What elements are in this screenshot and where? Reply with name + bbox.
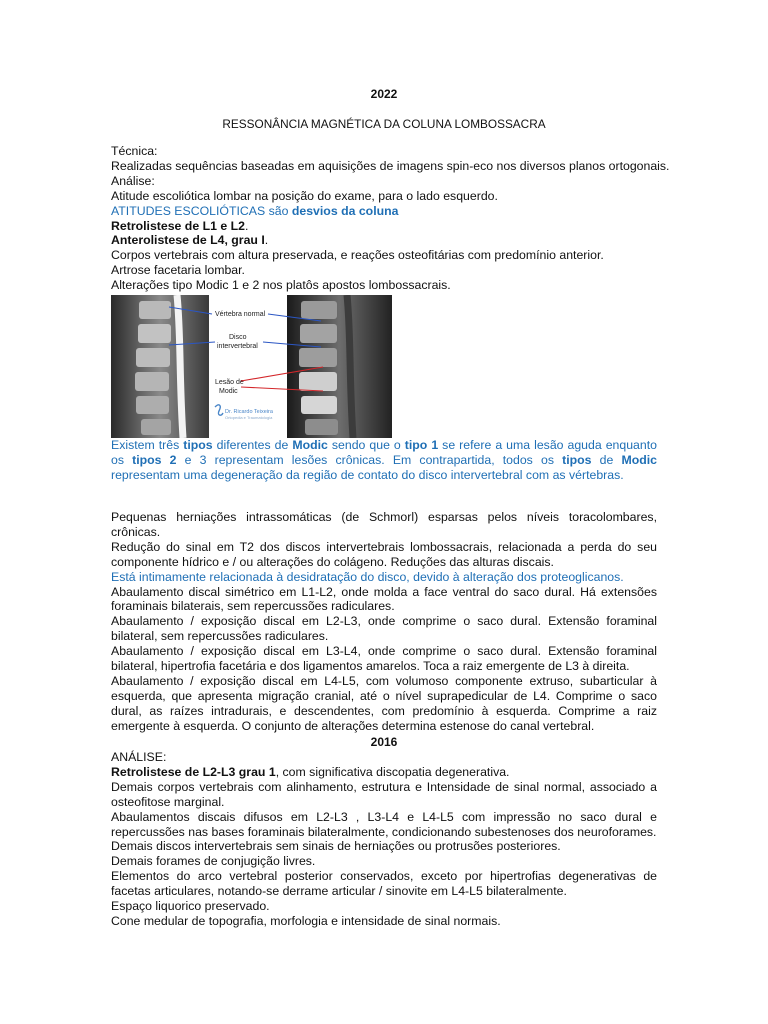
- year-heading-2022: 2022: [370, 87, 398, 101]
- modic-text-12: Modic: [621, 453, 657, 468]
- finding-l4l5: Abaulamento / exposição discal em L4-L5, com volumoso componente extruso, subarticular à esquerda, que apresenta migração cranial, até o nível suprapedicular de L4. Comprime o saco dural, as raízes intradurais, e descendentes, com predomínio à esquerda. Comprime a raiz emergente à esquerda. O conjunto de alterações determina estenose do canal vertebral.: [111, 673, 657, 733]
- credit-name: Dr. Ricardo Teixeira: [225, 409, 273, 415]
- atitudes-note-bold: desvios da coluna: [291, 203, 399, 218]
- retrolistese-bold: Retrolistese de L1 e L2: [111, 218, 245, 233]
- finding-schmorl: Pequenas herniações intrassomáticas (de Schmorl) esparsas pelos níveis toracolombares, crônicas.: [111, 510, 657, 539]
- espaco-liquorico: Espaço liquorico preservado.: [111, 899, 270, 914]
- modic-text-11: de: [591, 453, 622, 468]
- anterolistese-bold: Anterolistese de L4, grau I: [111, 233, 265, 248]
- modic-text-3: diferentes de: [212, 438, 293, 452]
- tecnica-label: Técnica:: [111, 144, 158, 158]
- section-2016: [111, 750, 657, 929]
- modic-text-7: se refere a uma lesão aguda enquanto os: [111, 438, 657, 468]
- modic-text-2: tipos: [183, 438, 213, 452]
- tecnica-text: Realizadas sequências baseadas em aquisições de imagens spin-eco nos diversos planos ortogonais.: [111, 158, 670, 173]
- finding-l1l2: Abaulamento discal simétrico em L1-L2, onde molda a face ventral do saco dural. Há extensões foraminais bilaterais, sem repercussões radiculares.: [111, 584, 657, 614]
- abaulamentos-difusos: Abaulamentos discais difusos em L2-L3 , L3-L4 e L4-L5 com impressão no saco dural e repercussões nas bases foraminais bilateralmente, condicionando subestenoses dos neuroforames.: [111, 809, 657, 839]
- modic-text-8: tipos 2: [132, 453, 177, 468]
- modic-text-5: sendo que o: [327, 438, 405, 452]
- mri-figure: [111, 295, 392, 438]
- corpos-line: Corpos vertebrais com altura preservada, e reações osteofitárias com predomínio anterior.: [111, 248, 604, 263]
- modic-text-1: Existem três: [111, 438, 184, 452]
- findings-2022: [111, 510, 657, 734]
- modic-text-10: tipos: [562, 453, 592, 468]
- year-heading-2016: 2016: [370, 735, 398, 749]
- retrolistese-2016: [111, 765, 657, 780]
- anterolistese-line: [111, 233, 657, 248]
- modic-text-9: e 3 representam lesões crônicas. Em contrapartida, todos os: [176, 453, 563, 468]
- finding-l3l4: Abaulamento / exposição discal em L3-L4, onde comprime o saco dural. Extensão foraminal bilateral, hipertrofia facetária e dos ligamentos amarelos. Toca a raiz emergente de L3 à direita.: [111, 644, 657, 674]
- anterolistese-end: .: [264, 233, 269, 248]
- label-disco-1: Disco: [229, 334, 247, 341]
- atitudes-note-text: ATITUDES ESCOLIÓTICAS são: [111, 203, 292, 218]
- atitude-line: Atitude escoliótica lombar na posição do exame, para o lado esquerdo.: [111, 188, 498, 203]
- artrose-line: Artrose facetaria lombar.: [111, 263, 245, 278]
- modic-text-6: tipo 1: [404, 438, 439, 452]
- credit-subtitle: Ortopedia e Traumatologia: [225, 415, 273, 420]
- demais-forames: Demais forames de conjugição livres.: [111, 854, 316, 869]
- label-disco-2: intervertebral: [217, 343, 258, 350]
- modic-line: Alterações tipo Modic 1 e 2 nos platôs apostos lombossacrais.: [111, 278, 451, 293]
- modic-text-4: Modic: [292, 438, 328, 452]
- retrolistese-2016-bold: Retrolistese de L2-L3 grau 1: [111, 764, 276, 779]
- demais-discos: Demais discos intervertebrais sem sinais de herniações ou protrusões posteriores.: [111, 839, 561, 854]
- atitudes-note: [111, 204, 657, 219]
- note-desidratacao: Está intimamente relacionada à desidratação do disco, devido à alteração dos proteoglicanos.: [111, 569, 624, 584]
- demais-corpos: Demais corpos vertebrais com alinhamento, estrutura e Intensidade de sinal normal, associado a osteofitose marginal.: [111, 779, 657, 809]
- analise-2016-label: ANÁLISE:: [111, 750, 167, 764]
- retrolistese-end: .: [244, 218, 249, 233]
- label-lesao-1: Lesão de: [215, 379, 244, 386]
- elementos-arco: Elementos do arco vertebral posterior conservados, exceto por hipertrofias degenerativas de facetas articulares, notando-se derrame articular / sinovite em L4-L5 bilateralmente.: [111, 869, 657, 899]
- modic-text-13: representam uma degeneração da região de contato do disco intervertebral com as vértebras.: [111, 468, 624, 483]
- label-vertebra-normal: Vértebra normal: [215, 311, 266, 318]
- cone-medular: Cone medular de topografia, morfologia e intensidade de sinal normais.: [111, 913, 501, 928]
- analise-label: Análise:: [111, 173, 155, 188]
- modic-explanation: [111, 438, 657, 484]
- retrolistese-2016-rest: , com significativa discopatia degenerativa.: [275, 764, 510, 779]
- section-2022-intro: [111, 144, 670, 293]
- retrolistese-line: [111, 219, 657, 234]
- finding-l2l3: Abaulamento / exposição discal em L2-L3, onde comprime o saco dural. Extensão foraminal bilateral, sem repercussões radiculares.: [111, 614, 657, 644]
- mri-illustration: [111, 295, 392, 438]
- label-lesao-2: Modic: [219, 388, 238, 395]
- modic-explanation-text: [111, 438, 657, 484]
- finding-reducao: Redução do sinal em T2 dos discos intervertebrais lombossacrais, relacionada a perda do seu componente hídrico e / ou alterações do colágeno. Reduções das alturas discais.: [111, 539, 657, 569]
- document-title: RESSONÂNCIA MAGNÉTICA DA COLUNA LOMBOSSACRA: [222, 117, 546, 131]
